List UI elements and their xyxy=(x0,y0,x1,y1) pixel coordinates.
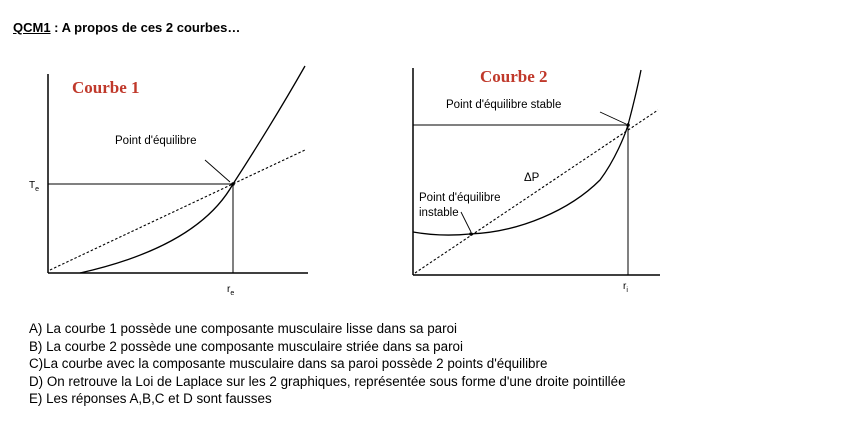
answer-e: E) Les réponses A,B,C et D sont fausses xyxy=(29,391,272,407)
graph-2-unstable-label-1: Point d'équilibre xyxy=(419,192,501,204)
answer-a: A) La courbe 1 possède une composante musculaire lisse dans sa paroi xyxy=(29,321,458,336)
graph-1-laplace-line xyxy=(50,150,305,270)
question-text: : A propos de ces 2 courbes… xyxy=(50,20,241,35)
graph-2-unstable-point xyxy=(469,232,473,236)
answer-c: C)La courbe avec la composante musculaire dans sa paroi possède 2 points d'équilibre xyxy=(29,356,548,372)
answer-b: B) La courbe 2 possède une composante musculaire striée dans sa paroi xyxy=(29,338,463,354)
graph-2-x-label: $r_i$ xyxy=(623,281,628,294)
question-label: QCM1 xyxy=(13,20,51,35)
graph-1-y-label: $T_e$ xyxy=(29,180,40,193)
answer-list xyxy=(29,320,626,408)
answer-d: D) On retrouve la Loi de Laplace sur les 2 graphiques, représentée sous forme d'une droite pointillée xyxy=(29,373,626,389)
graph-1 xyxy=(29,66,308,297)
graph-2-unstable-pointer xyxy=(461,212,471,232)
graph-1-pointer xyxy=(205,160,230,182)
graph-2-delta-label: ΔP xyxy=(524,172,540,184)
graph-2-stable-label: Point d'équilibre stable xyxy=(446,99,562,111)
graph-2-stable-point xyxy=(626,123,630,127)
graph-1-x-label: $r_e$ xyxy=(227,284,235,297)
graph-2 xyxy=(413,67,660,294)
graph-2-stable-pointer xyxy=(600,112,626,124)
graph-1-equilibrium-point xyxy=(231,182,235,186)
graph-1-title: Courbe 1 xyxy=(72,78,140,97)
graph-2-unstable-label-2: instable xyxy=(419,207,459,219)
graph-2-title: Courbe 2 xyxy=(480,67,548,86)
graph-1-annotation: Point d'équilibre xyxy=(115,135,197,147)
graph-1-curve xyxy=(80,66,305,273)
